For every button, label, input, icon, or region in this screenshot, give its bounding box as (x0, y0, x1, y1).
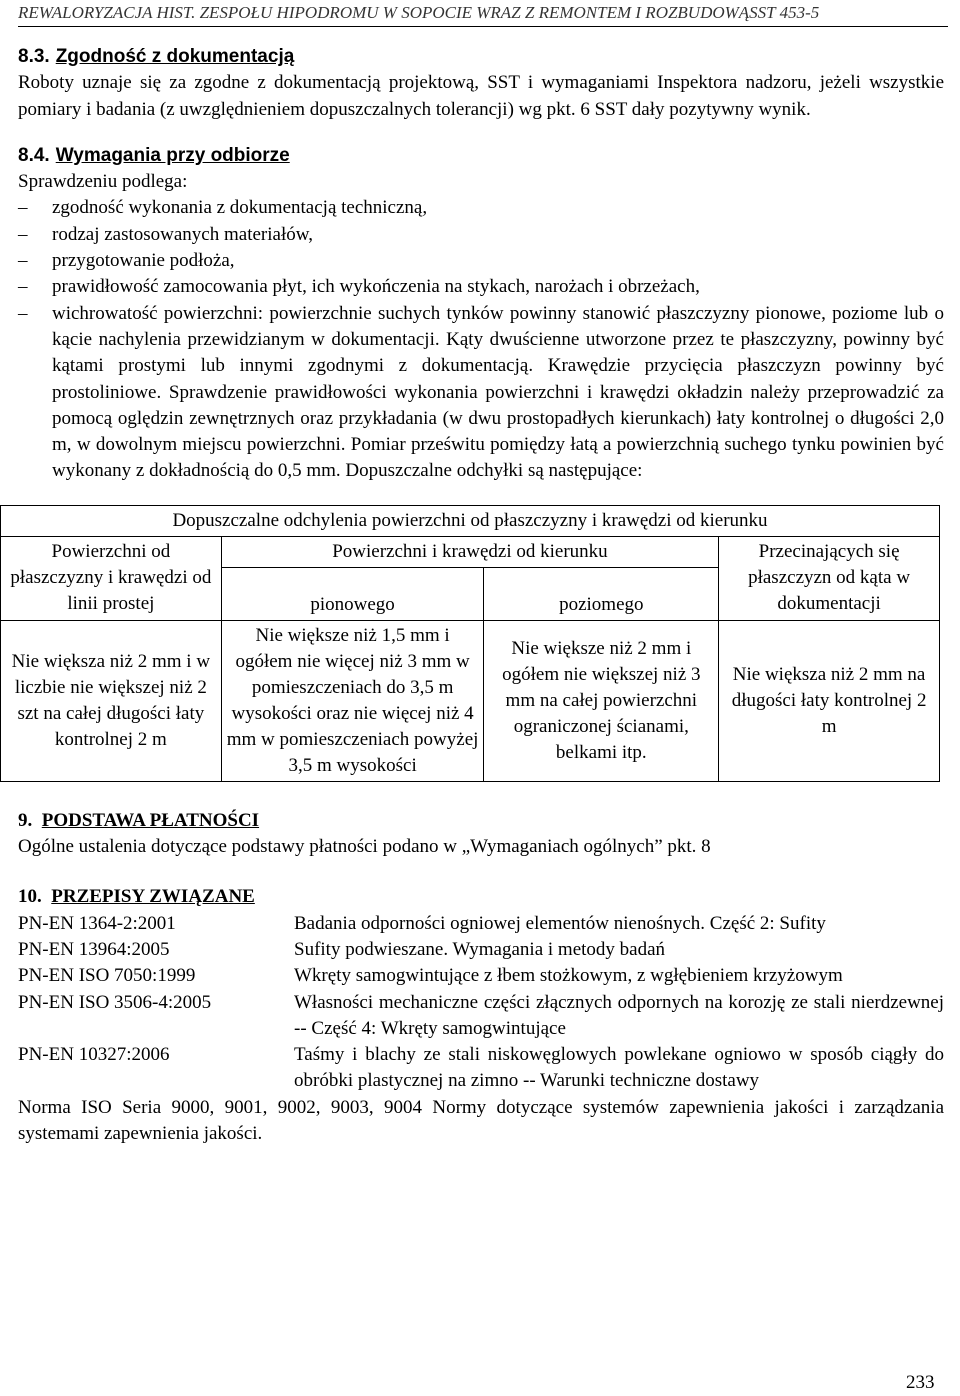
section-8-4-intro: Sprawdzeniu podlega: (18, 171, 188, 193)
standard-code: PN-EN 10327:2006 (18, 1044, 170, 1066)
tolerance-table (0, 505, 940, 782)
dash-bullet: – (18, 223, 28, 245)
dash-bullet: – (18, 302, 28, 324)
list-item: – wichrowatość powierzchni: powierzchnie suchych tynków powinny stanowić płaszczyzny pionowe, poziome lub o kącie nachylenia przewidzianym w dokumentacji. Kąty dwuścienne utworzone przez te płaszczyzny, powinny być kątami prostymi lub innymi zgodnymi z dokumentacją. Krawędzie przycięcia płaszczyzn powinny być prostoliniowe. Sprawdzenie prawidłowości wykonania powierzchni i krawędzi okładzin należy przeprowadzić za pomocą oględzin zewnętrznych oraz przykładania (w dwu prostopadłych kierunkach) łaty kontrolnej o długości 2,0 m, w dowolnym miejscu powierzchni. Pomiar prześwitu pomiędzy łatą a powierzchnią suchego tynku powinien być wykonany z dokładnością do 0,5 mm. Dopuszczalne odchyłki są następujące: (18, 302, 944, 482)
col-header-direction-group: Powierzchni i krawędzi od kierunku (221, 536, 718, 567)
page-number: 233 (906, 1372, 935, 1393)
standard-code: Norma ISO Seria 9000, 9001, 9002, 9003, 9004 (18, 1096, 422, 1118)
col-header-vertical: pionowego (221, 567, 484, 620)
standard-entry-wrapped (18, 1095, 944, 1148)
section-8-3-heading (18, 44, 944, 70)
standard-description: Wkręty samogwintujące z łbem stożkowym, z wgłębieniem krzyżowym (294, 965, 843, 987)
section-number: 8.3. (18, 46, 50, 67)
section-title: PRZEPISY ZWIĄZANE (51, 886, 255, 908)
table-cell: Nie większe niż 1,5 mm i ogółem nie więcej niż 3 mm w pomieszczeniach do 3,5 m wysokości oraz nie więcej niż 4 mm w pomieszczeniach powyżej 3,5 m wysokości (221, 620, 484, 781)
section-title: PODSTAWA PŁATNOŚCI (41, 809, 260, 831)
dash-bullet: – (18, 276, 28, 298)
col-header-horizontal: poziomego (484, 567, 719, 620)
list-item: – zgodność wykonania z dokumentacją techniczną, (18, 195, 944, 221)
inspection-list (18, 195, 944, 484)
dash-bullet: – (18, 197, 28, 219)
dash-bullet: – (18, 250, 28, 272)
standard-code: PN-EN ISO 3506-4:2005 (18, 991, 212, 1013)
standard-description: Taśmy i blachy ze stali niskowęglowych powlekane ogniowo w sposób ciągły do obróbki plastycznej na zimno -- Warunki techniczne dostawy (294, 1044, 944, 1092)
list-item (18, 990, 944, 1043)
list-item: – przygotowanie podłoża, (18, 248, 944, 274)
col-header-plane: Powierzchni od płaszczyzny i krawędzi od linii prostej (1, 536, 222, 620)
section-9-heading (18, 808, 944, 834)
section-number: 10. (18, 886, 42, 908)
document-page (10, 44, 945, 1147)
list-item: – rodzaj zastosowanych materiałów, (18, 222, 944, 248)
standard-description: Badania odporności ogniowej elementów nienośnych. Część 2: Sufity (294, 912, 826, 934)
section-title: Wymagania przy odbiorze (55, 144, 290, 166)
section-title: Zgodność z dokumentacją (55, 46, 295, 67)
list-item (18, 963, 944, 989)
table-cell: Nie większe niż 2 mm i ogółem nie większej niż 3 mm na całej powierzchni ograniczonej ścianami, belkami itp. (484, 620, 719, 781)
standards-list (18, 911, 944, 1148)
section-10-heading (18, 884, 944, 910)
standard-description: Własności mechaniczne części złącznych odpornych na korozję ze stali nierdzewnej -- Część 4: Wkręty samogwintujące (294, 991, 944, 1039)
section-number: 8.4. (18, 144, 50, 166)
section-9-body: Ogólne ustalenia dotyczące podstawy płatności podano w „Wymaganiach ogólnych” pkt. 8 (18, 836, 711, 858)
col-header-angle: Przecinających się płaszczyzn od kąta w dokumentacji (719, 536, 940, 620)
list-item (18, 1042, 944, 1095)
section-8-4-heading (18, 143, 944, 169)
section-8-3-body: Roboty uznaje się za zgodne z dokumentacją projektową, SST i wymaganiami Inspektora nadzoru, jeżeli wszystkie pomiary i badania (z uwzględnieniem dopuszczalnych tolerancji) wg pkt. 6 SST dały pozytywny wynik. (18, 72, 944, 120)
table-caption: Dopuszczalne odchylenia powierzchni od płaszczyzny i krawędzi od kierunku (1, 505, 940, 536)
section-number: 9. (18, 809, 33, 831)
list-item (18, 911, 944, 937)
standard-code: PN-EN ISO 7050:1999 (18, 965, 196, 987)
running-header: REWALORYZACJA HIST. ZESPOŁU HIPODROMU W SOPOCIE WRAZ Z REMONTEM I ROZBUDOWĄSST 453-5 (18, 2, 948, 27)
standard-code: PN-EN 1364-2:2001 (18, 912, 176, 934)
standard-description: Sufity podwieszane. Wymagania i metody badań (294, 938, 666, 960)
list-item (18, 937, 944, 963)
standard-description: Normy dotyczące systemów zapewnienia jakości i zarządzania systemami zapewnienia jakości. (18, 1096, 945, 1145)
table-cell: Nie większa niż 2 mm i w liczbie nie większej niż 2 szt na całej długości łaty kontrolnej 2 m (1, 620, 222, 781)
list-item (18, 1095, 944, 1148)
table-cell: Nie większa niż 2 mm na długości łaty kontrolnej 2 m (719, 620, 940, 781)
standard-code: PN-EN 13964:2005 (18, 938, 170, 960)
list-item: – prawidłowość zamocowania płyt, ich wykończenia na stykach, narożach i obrzeżach, (18, 274, 944, 300)
